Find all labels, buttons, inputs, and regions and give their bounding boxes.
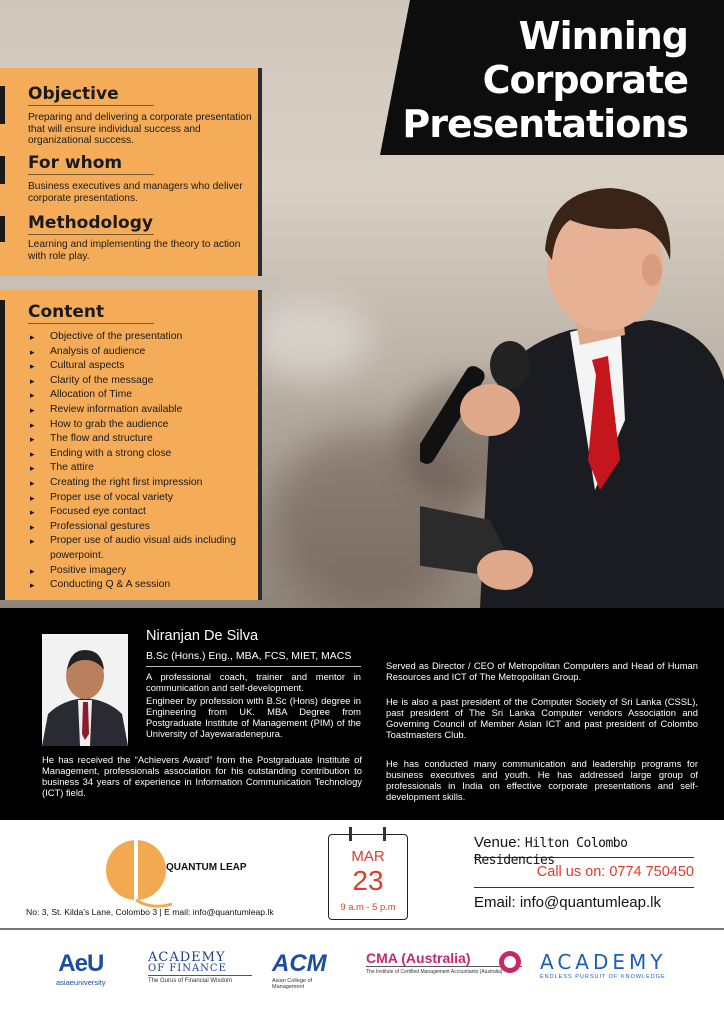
content-heading: Content [28,302,105,322]
logo-text: Asian College of Management [272,978,313,990]
bio-paragraph: He has received the “Achievers Award” from the Postgraduate Institute of Management, professionals association for his outstanding contribution to business 34 years of experience in Information Communication Technology (ICT) field. [42,754,362,798]
logo-text: ACADEMY [148,950,226,965]
list-item: ▸ Objective of the presentation [30,330,240,345]
logo-text: The Institute of Certified Management Accountants (Australia) [366,966,522,975]
logo-mark: CMA (Australia) [366,950,471,966]
address: No: 3, St. Kilda's Lane, Colombo 3 | E mail: info@quantumleap.lk [26,907,274,917]
logo-text: ENDLESS PURSUIT OF KNOWLEDGE [540,974,666,980]
speaker-figure [420,160,724,608]
list-item: ▸ Analysis of audience [30,345,240,360]
list-item: ▸ The attire [30,461,240,476]
cma-seal-icon [498,950,522,974]
event-month: MAR [351,848,385,865]
logo-tagline: The Gurus of Financial Wisdom [148,975,252,984]
trainer-portrait [42,634,128,746]
event-time: 9 a.m - 5 p.m [340,901,396,912]
list-item: ▸ Positive imagery [30,564,240,579]
logo-text: OF FINANCE [148,963,227,974]
list-item: ▸ Cultural aspects [30,359,240,374]
bio-paragraph: Served as Director / CEO of Metropolitan Computers and Head of Human Resources and ICT of The Metropolitan Group. [386,660,698,682]
calendar-ring-icon [349,827,352,841]
footer [0,820,724,1024]
info-panel [0,68,262,276]
brand-name: QUANTUM LEAP [166,862,247,873]
trainer-qualifications: B.Sc (Hons.) Eng., MBA, FCS, MIET, MACS [146,650,361,667]
list-item: ▸ Proper use of audio visual aids including powerpoint. [30,534,240,563]
divider [0,928,724,930]
acm-logo [272,950,344,990]
academy-of-finance-logo [148,950,252,990]
title-line: Winning [518,14,688,58]
list-item: ▸ Ending with a strong close [30,447,240,462]
phone-contact[interactable]: Call us on: 0774 750450 [474,864,694,888]
trainer-name: Niranjan De Silva [146,628,259,644]
list-item: ▸ Conducting Q & A session [30,578,240,593]
divider [28,234,154,235]
cma-australia-logo [366,950,522,990]
page-title [402,14,688,146]
divider [28,323,154,324]
email-contact[interactable]: Email: info@quantumleap.lk [474,894,661,911]
logo-mark: AeU [58,950,104,977]
list-item: ▸ Review information available [30,403,240,418]
title-line: Corporate [482,58,688,102]
calendar-ring-icon [383,827,386,841]
venue-label: Venue: [474,834,525,851]
panel-accent [0,156,5,184]
for-whom-text: Business executives and managers who deliver corporate presentations. [28,181,243,204]
academy-logo [540,950,666,990]
bio-paragraph: A professional coach, trainer and mentor in communication and self-development. [146,671,361,693]
divider [28,174,154,175]
logo-mark: ACM [272,950,327,977]
background-light [250,300,370,380]
content-list [30,330,240,593]
event-day: 23 [352,865,384,896]
list-item: ▸ The flow and structure [30,432,240,447]
methodology-heading: Methodology [28,213,153,233]
event-date [328,834,408,920]
venue-value: Hilton Colombo Residencies [474,836,628,868]
list-item: ▸ Creating the right first impression [30,476,240,491]
list-item: ▸ Focused eye contact [30,505,240,520]
venue [474,834,694,868]
title-line: Presentations [402,102,688,146]
list-item: ▸ Allocation of Time [30,388,240,403]
logo-text: asiaeuniversity [56,978,106,987]
panel-accent [0,300,5,600]
quantum-leap-logo [102,834,182,914]
logo-mark: ACADEMY [540,950,667,974]
bio-paragraph: Engineer by profession with B.Sc (Hons) degree in Engineering from UK. MBA Degree from Postgraduate Institute of Management (PIM) of the University of Jayewaradenepura. [146,695,361,739]
methodology-text: Learning and implementing the theory to action with role play. [28,239,241,262]
asia-e-university-logo [56,950,106,990]
objective-text: Preparing and delivering a corporate presentation that will ensure individual success and organizational success. [28,112,252,146]
list-item: ▸ Proper use of vocal variety [30,491,240,506]
divider [28,105,154,106]
list-item: ▸ Clarity of the message [30,374,240,389]
trainer-bio [0,608,724,820]
bio-paragraph: He has conducted many communication and leadership programs for business executives and youth. He has addressed large group of professionals in India on effective corporate presentations and self-development skills. [386,758,698,802]
panel-accent [0,216,5,242]
bio-paragraph: He is also a past president of the Computer Society of Sri Lanka (CSSL), past president of The Sri Lanka Computer vendors Association and Governing Council of Member Asian ICT and past president of Colombo Toastmasters Club. [386,696,698,740]
list-item: ▸ Professional gestures [30,520,240,535]
for-whom-heading: For whom [28,153,123,173]
list-item: ▸ How to grab the audience [30,418,240,433]
content-panel [0,290,262,600]
panel-accent [0,86,5,124]
partner-logos [0,936,724,1016]
objective-heading: Objective [28,84,119,104]
